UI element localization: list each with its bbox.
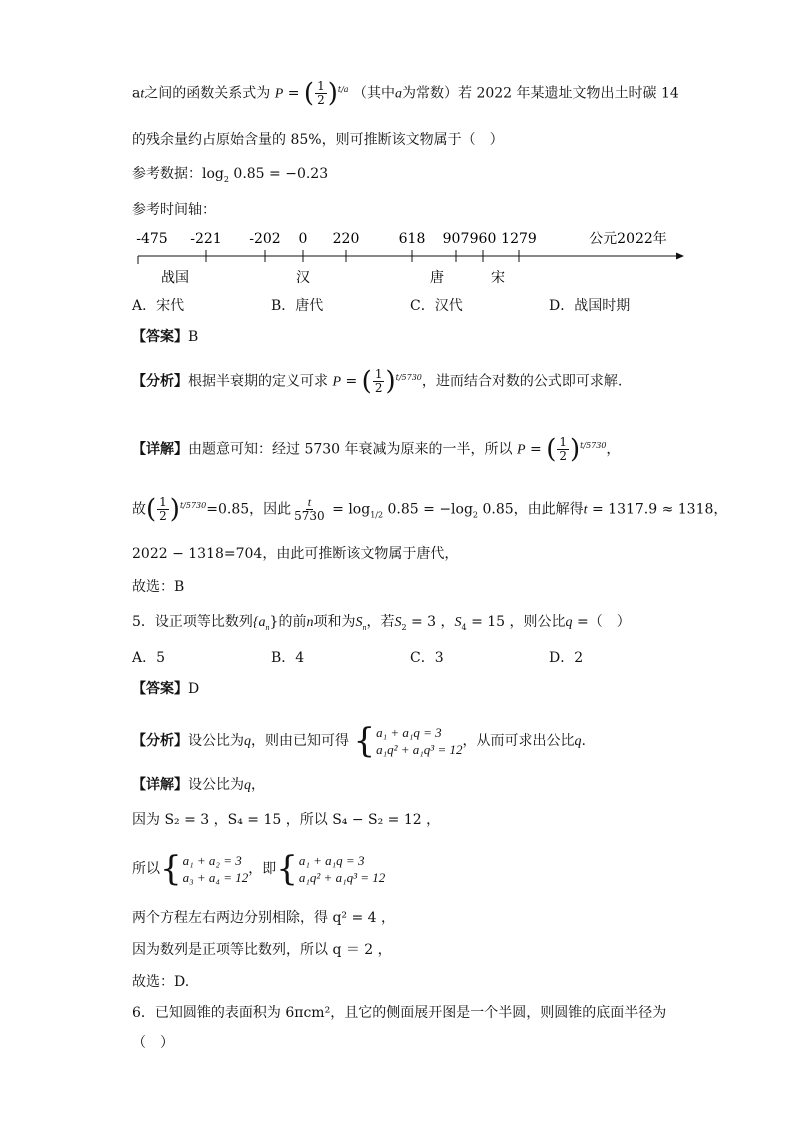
- year-label: -221: [190, 231, 222, 247]
- option-c: C．汉代: [410, 298, 463, 314]
- year-label: 907: [442, 231, 470, 247]
- timeline-label: 参考时间轴：: [132, 202, 216, 218]
- timeline-era-labels: [161, 269, 505, 286]
- option-c: C．3: [410, 650, 444, 666]
- q5-detail-line1: 因为 S₂ = 3 ，S₄ = 15 ，所以 S₄ − S₂ = 12 ，: [132, 812, 441, 828]
- option-b: B．4: [271, 650, 305, 666]
- question-4-stem-line1: at之间的函数关系式为 P = ( $\frac{1}{2}$ )$^{t/a}$ （其中a为常数）若 2022 年某遗址文物出土时碳 14: [132, 78, 679, 109]
- year-label: 0: [298, 231, 308, 247]
- timeline-arrow: [676, 253, 684, 260]
- timeline-year-labels: [136, 230, 667, 247]
- option-a: A．5: [132, 650, 166, 666]
- q4-choice: 故选：B: [132, 579, 185, 595]
- q5-analysis: 【分析】设公比为q，则由已知可得 { a₁ + a₁q = 3 a₁q² + a₁q³ = 12 ，从而可求出公比q.: [132, 721, 586, 761]
- year-label: -475: [136, 231, 168, 247]
- year-label: 618: [398, 231, 426, 247]
- year-label-end: 公元2022年: [589, 231, 667, 247]
- q4-detail: 【详解】由题意可知：经过 5730 年衰减为原来的一半，所以 P = ( $\frac{1}{2}$ )$^{t/5730}$，: [132, 434, 621, 465]
- option-b: B．唐代: [271, 298, 324, 314]
- equation-system: { a₁ + a₁q = 3 a₁q² + a₁q³ = 12: [353, 721, 463, 761]
- q5-detail-line3: 两个方程左右两边分别相除，得 q² = 4 ，: [132, 910, 396, 926]
- q4-detail-line2: 故( $\frac{1}{2}$ )$^{t/5730}$=0.85，因此 $\frac{t}{5730}$ = $\log_{1/2} 0.85 = -\log_2$ 0.85，由此解得t = 1317.9 ≈ 1318，: [132, 494, 728, 525]
- q4-analysis: 【分析】根据半衰期的定义可求 P = ( $\frac{1}{2}$ )$^{t/5730}$，进而结合对数的公式即可求解.: [132, 366, 623, 397]
- q4-answer: 【答案】B: [132, 329, 199, 345]
- question-6-stem-line2: （ ）: [132, 1035, 174, 1051]
- equation-system: { a₁ + a₁q = 3 a₁q² + a₁q³ = 12: [276, 849, 386, 889]
- q5-detail: 【详解】设公比为q，: [132, 777, 265, 793]
- question-4-stem-line2: 的残余量约占原始含量的 85%，则可推断该文物属于（ ）: [132, 132, 504, 148]
- option-d: D．2: [549, 650, 584, 666]
- q5-choice: 故选：D.: [132, 974, 190, 990]
- era-label: 宋: [491, 270, 505, 286]
- era-label: 战国: [161, 270, 189, 286]
- year-label: 1279: [501, 231, 537, 247]
- equation-system: { a₁ + a₂ = 3 a₃ + a₄ = 12: [160, 849, 249, 889]
- q5-answer: 【答案】D: [132, 681, 200, 697]
- reference-timeline: [130, 225, 690, 295]
- option-a: A．宋代: [132, 298, 185, 314]
- year-label: 960: [469, 231, 497, 247]
- era-label: 唐: [430, 270, 444, 286]
- reference-data: 参考数据：$\log_2 0.85 = -0.23$: [132, 166, 329, 184]
- timeline-ticks: [138, 250, 519, 264]
- q5-detail-line4: 因为数列是正项等比数列，所以 q ＝ 2 ，: [132, 942, 392, 958]
- year-label: -202: [249, 231, 281, 247]
- era-label: 汉: [296, 270, 310, 286]
- q5-detail-line2: 所以 { a₁ + a₂ = 3 a₃ + a₄ = 12 ，即 { a₁ + a₁q = 3 a₁q² + a₁q³ = 12: [132, 849, 386, 889]
- year-label: 220: [332, 231, 360, 247]
- q4-detail-line3: 2022 − 1318=704，由此可推断该文物属于唐代，: [132, 546, 459, 562]
- question-5-stem: 5．设正项等比数列$\{a_n\}$的前n项和为$S_n$，若$S_2 = 3$ ，$S_4 = 15$ ，则公比q =（ ）: [132, 614, 631, 632]
- question-6-stem-line1: 6．已知圆锥的表面积为 6πcm²，且它的侧面展开图是一个半圆，则圆锥的底面半径为: [132, 1005, 667, 1021]
- option-d: D．战国时期: [549, 298, 631, 314]
- fraction-one-half: $\frac{1}{2}$: [317, 79, 325, 108]
